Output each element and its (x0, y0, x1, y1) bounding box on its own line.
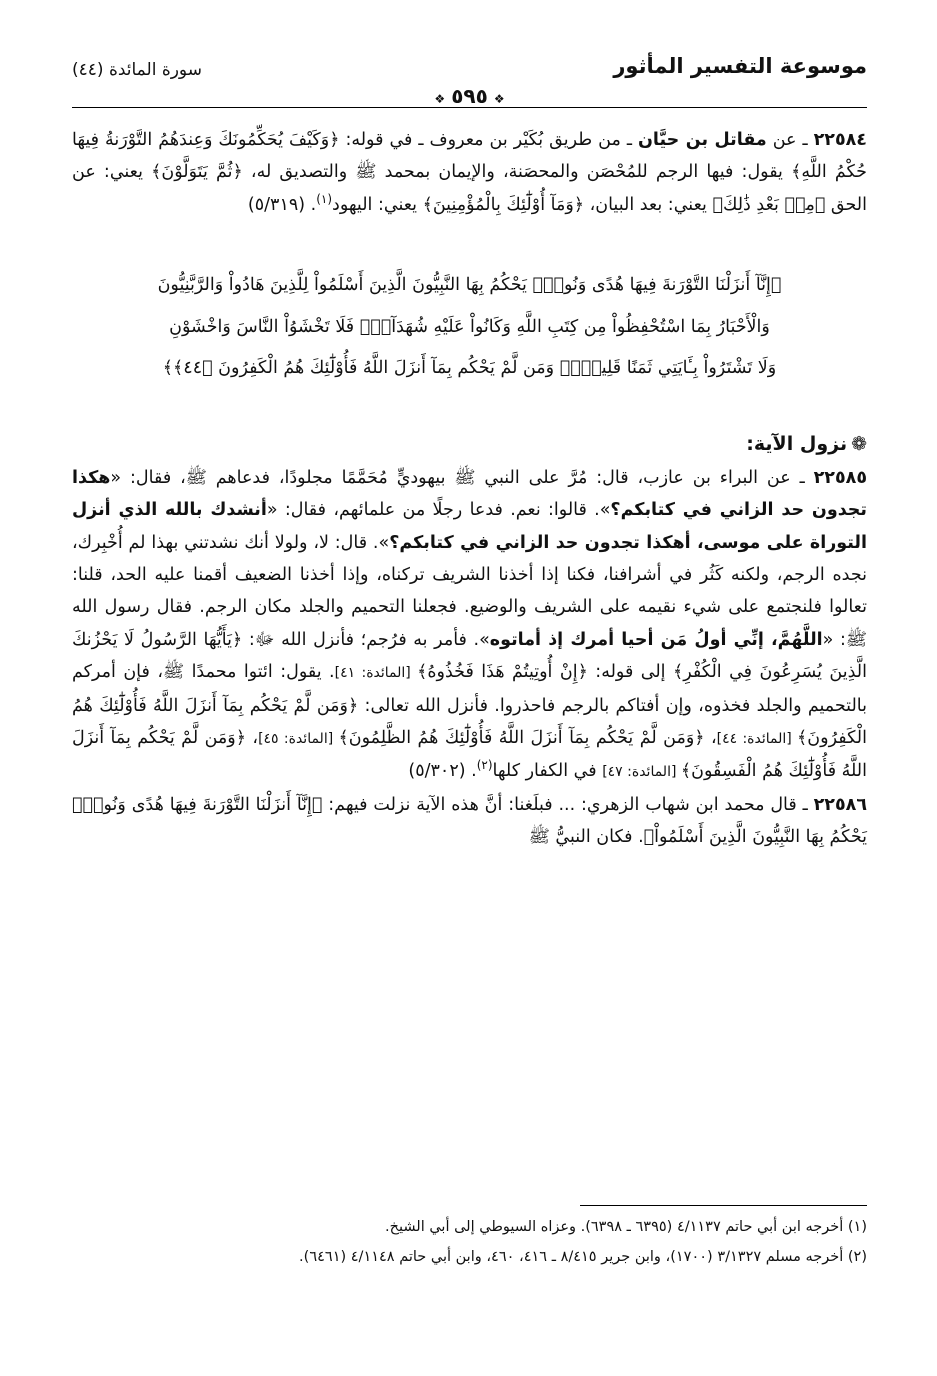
entry-text: إلى قوله: (587, 662, 674, 683)
quran-quote: ﴿وَكَيْفَ يُحَكِّمُونَكَ وَعِندَهُمُ التَّوْرَنةُ فِيهَا حُكْمُ اللَّهِ﴾ (72, 130, 867, 183)
book-title: موسوعة التفسير المأثور (613, 54, 867, 78)
hadith-quote: أنشدك بالله الذي أنزل التوراة على موسى، أهكذا تجدون حد الزاني في كتابكم؟ (72, 500, 867, 553)
quran-quote: ﴿وَمَآ أُوْلَٰٓئِكَ بِالْمُؤْمِنِينَ﴾ (422, 194, 585, 215)
verse-line: وَلَا تَشْتَرُواْ بِـَٔايَتِي ثَمَنًا قَلِيلًاۚ وَمَن لَّمْ يَحْكُم بِمَآ أَنزَلَ اللَّهُ فَأُوْلَٰٓئِكَ هُمُ الْكَفِرُونَ ﴿٤٤﴾﴾ (162, 358, 777, 379)
page (72, 50, 867, 1336)
entry-text: ـ عن البراء بن عازب، قال: مُرَّ على النبي ﷺ بيهوديٍّ مُحَمَّمًا مجلودًا، فدعاهم ﷺ، فقال: « (110, 467, 814, 488)
entry-text: . (٥/٣٠٢) (408, 761, 477, 782)
quran-quote: ﴿ثُمَّ يَتَوَلَّوْنَ﴾ (151, 162, 243, 183)
page-number: ٥٩٥ (451, 84, 488, 108)
entry-22584 (72, 124, 867, 221)
footnote-ref: (٢) (476, 758, 493, 773)
entry-text: يعني: بعد البيان، (584, 194, 713, 215)
header-rule (72, 107, 867, 108)
entry-number: ٢٢٥٨٤ (813, 130, 867, 150)
entry-text: يعني: عن الحق (72, 162, 867, 215)
section-heading (72, 426, 867, 462)
quran-quote: ﴿وَمَن لَّمْ يَحْكُم بِمَآ أَنزَلَ اللَّهُ فَأُوْلَٰٓئِكَ هُمُ الْكَفِرُونَ﴾ (72, 695, 867, 748)
entry-text: يعني: اليهود (332, 194, 423, 215)
entry-text: ، (245, 727, 259, 748)
entry-text: يقول: فيها الرجم للمُحْصَن والمحصَنة، والإيمان بمحمد ﷺ والتصديق له، (242, 162, 792, 183)
entry-number: ٢٢٥٨٥ (813, 467, 867, 488)
footnote: (٢) أخرجه مسلم ٣/١٣٢٧ (١٧٠٠)، وابن جرير ٨/٤١٥ ـ ٤١٦، ٤٦٠، وابن أبي حاتم ٤/١١٤٨ (٦٤٦١). (299, 1249, 867, 1265)
ornament-icon: ❖ (493, 92, 505, 106)
entry-text: ». قال: لا، ولولا أنك نشدتني بهذا لم أُخْبِرك، نجده الرجم، ولكنه كَثُر في أشرافنا، فكنا إذا أخذنا الشريف تركناه، وإذا أخذنا الضعيف أقمنا عليه الحد، قلنا: تعالوا فلنجتمع على شيء نقيمه على الشريف والوضيع. فجعلنا التحميم والجلد مكان الرجم. فقال رسول الله ﷺ: « (72, 532, 868, 650)
verse-line: ﴿إِنَّآ أَنزَلْنَا التَّوْرَنةَ فِيهَا هُدًى وَنُورٌۚ يَحْكُمُ بِهَا النَّبِيُّونَ الَّذِينَ أَسْلَمُواْ لِلَّذِينَ هَادُواْ وَالرَّبَّنِيُّونَ (157, 275, 782, 296)
entry-text: في الكفار كلها (492, 761, 603, 782)
section-title: نزول الآية: (746, 432, 848, 455)
quran-quote: ﴿وَمَن لَّمْ يَحْكُم بِمَآ أَنزَلَ اللَّهُ فَأُوْلَٰٓئِكَ هُمُ الظَّلِمُونَ﴾ (338, 727, 705, 748)
flower-icon: ❁ (851, 432, 867, 455)
entry-22585 (72, 462, 867, 789)
entry-text: . (٥/٣١٩) (247, 194, 317, 215)
verse-line: وَالْأَحْبَارُ بِمَا اسْتُحْفِظُواْ مِن كِتَبِ اللَّهِ وَكَانُواْ عَلَيْهِ شُهَدَآءَۚ فَلَا تَخْشَوُاْ النَّاسَ وَاخْشَوْنِ (169, 316, 770, 337)
surah-label: سورة المائدة (٤٤) (72, 60, 202, 80)
footnote: (١) أخرجه ابن أبي حاتم ٤/١١٣٧ (٦٣٩٥ ـ ٦٣٩٨). وعزاه السيوطي إلى أبي الشيخ. (385, 1219, 867, 1235)
footnotes (72, 1205, 867, 1272)
quran-quote: ﴿إِنْ أُوتِيتُمْ هَذَا فَخُذُوهُ﴾ (417, 662, 588, 683)
quran-quote: ﴿مِنۢ بَعْدِ ذَٰلِكَ﴾ (712, 194, 826, 215)
footnote-ref: (١) (316, 191, 333, 206)
running-header (72, 50, 867, 108)
surah-reference: [المائدة: ٤٧] (602, 764, 681, 781)
entry-text: ـ قال محمد ابن شهاب الزهري: ... فبلَغنا: أنَّ هذه الآية نزلت فيهم: (322, 794, 814, 815)
quran-quote: ﴿إِنَّآ أَنزَلْنَا التَّوْرَنةَ فِيهَا هُدًى وَنُورٌۚ يَحْكُمُ بِهَا النَّبِيُّونَ الَّذِينَ أَسْلَمُواْ﴾ (72, 794, 867, 848)
entry-number: ٢٢٥٨٦ (813, 794, 867, 815)
ornament-icon: ❖ (434, 92, 446, 106)
entry-text: ـ من طريق بُكَيْر بن معروف ـ في قوله: (339, 130, 638, 150)
entry-text: . فكان النبيُّ ﷺ (528, 827, 644, 848)
hadith-quote: هكذا تجدون حد الزاني في كتابكم؟ (72, 467, 867, 521)
entry-text: ـ عن (766, 130, 814, 150)
page-number-line (72, 84, 867, 108)
entry-text: ». فأمر به فرُجم؛ فأنزل الله ﷻ: (242, 629, 490, 650)
surah-reference: [المائدة: ٤١] (334, 665, 418, 682)
entry-22586 (72, 789, 867, 854)
hadith-quote: اللَّهُمَّ، إنِّي أولُ مَن أحيا أمرك إذ أماتوه (489, 629, 823, 650)
verse-block (72, 265, 867, 390)
footnote-rule (580, 1205, 867, 1206)
quran-quote: ﴿وَمَن لَّمْ يَحْكُم بِمَآ أَنزَلَ اللَّهُ فَأُوْلَٰٓئِكَ هُمُ الْفَسِقُونَ﴾ (72, 727, 867, 782)
surah-reference: [المائدة: ٤٤] (716, 730, 798, 747)
surah-reference: [المائدة: ٤٥] (258, 730, 339, 747)
entry-text: ». قالوا: نعم. فدعا رجلًا من علمائهم، فقال: « (266, 500, 611, 521)
narrator-name: مقاتل بن حيَّان (637, 130, 767, 150)
entry-text: ، (704, 727, 717, 748)
entry-text: . يقول: ائتوا محمدًا ﷺ، فإن أمركم بالتحميم والجلد فخذوه، وإن أفتاكم بالرجم فاحذروا. فأنزل الله تعالى: (72, 662, 867, 716)
quran-quote: ﴿يَأَيُّهَا الرَّسُولُ لَا يَحْزُنكَ الَّذِينَ يُسَرِعُونَ فِي الْكُفْرِ﴾ (72, 629, 867, 683)
